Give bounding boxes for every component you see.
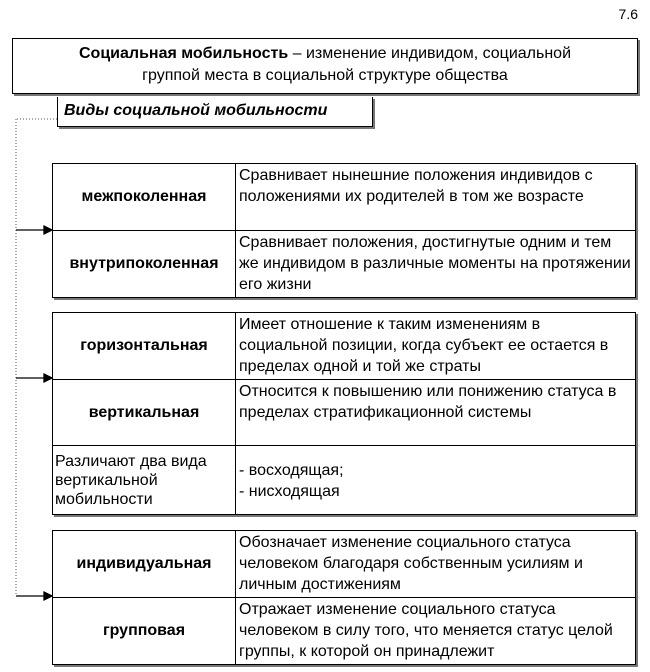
table-row (53, 446, 635, 514)
type-name: внутрипоколенная (53, 231, 236, 297)
type-name: вертикальная (53, 380, 236, 445)
table-row (53, 313, 635, 380)
table-row (53, 231, 635, 297)
subtype-downward: - нисходящая (239, 482, 340, 500)
type-description: Относится к повышению или понижению статуса в пределах стратификационной системы (239, 383, 617, 421)
vertical-subtypes-list (236, 446, 635, 514)
type-name: групповая (53, 598, 236, 664)
type-description: Сравнивает положения, достигнутые одним и тем же индивидом в различные моменты на протяжении его жизни (239, 234, 631, 293)
mobility-group-direction (52, 312, 636, 515)
vertical-subtypes-label: Различают два вида вертикальной мобильности (53, 446, 236, 514)
subtype-upward: - восходящая; (239, 461, 344, 479)
type-description: Сравнивает нынешние положения индивидов с положениями их родителей в том же возрасте (239, 167, 593, 205)
arrow-head-1 (44, 226, 52, 234)
table-row (53, 598, 635, 664)
definition-line-2: группой места в социальной структуре общества (142, 67, 508, 84)
table-row (53, 164, 635, 231)
arrow-head-3 (44, 592, 52, 600)
definition-term: Социальная мобильность (79, 45, 289, 62)
type-description: Отражает изменение социального статуса человеком в силу того, что меняется статус целой группы, к которой он принадлежит (239, 601, 613, 660)
definition-text-1: – изменение индивидом, социальной (288, 45, 571, 62)
type-name: индивидуальная (53, 531, 236, 597)
type-description: Обозначает изменение социального статуса человеком благодаря собственным усилиям и личным достижениям (239, 534, 583, 593)
type-description: Имеет отношение к таким изменениям в социальной позиции, когда субъект ее остается в пределах одной и той же страты (239, 316, 609, 375)
arrow-head-2 (44, 374, 52, 382)
mobility-group-generational (52, 163, 636, 298)
table-row (53, 531, 635, 598)
type-name: горизонтальная (53, 313, 236, 379)
table-row (53, 380, 635, 446)
types-title: Виды социальной мобильности (57, 97, 373, 127)
page-number: 7.6 (618, 6, 638, 22)
mobility-group-subject (52, 530, 636, 665)
type-name: межпоколенная (53, 164, 236, 230)
